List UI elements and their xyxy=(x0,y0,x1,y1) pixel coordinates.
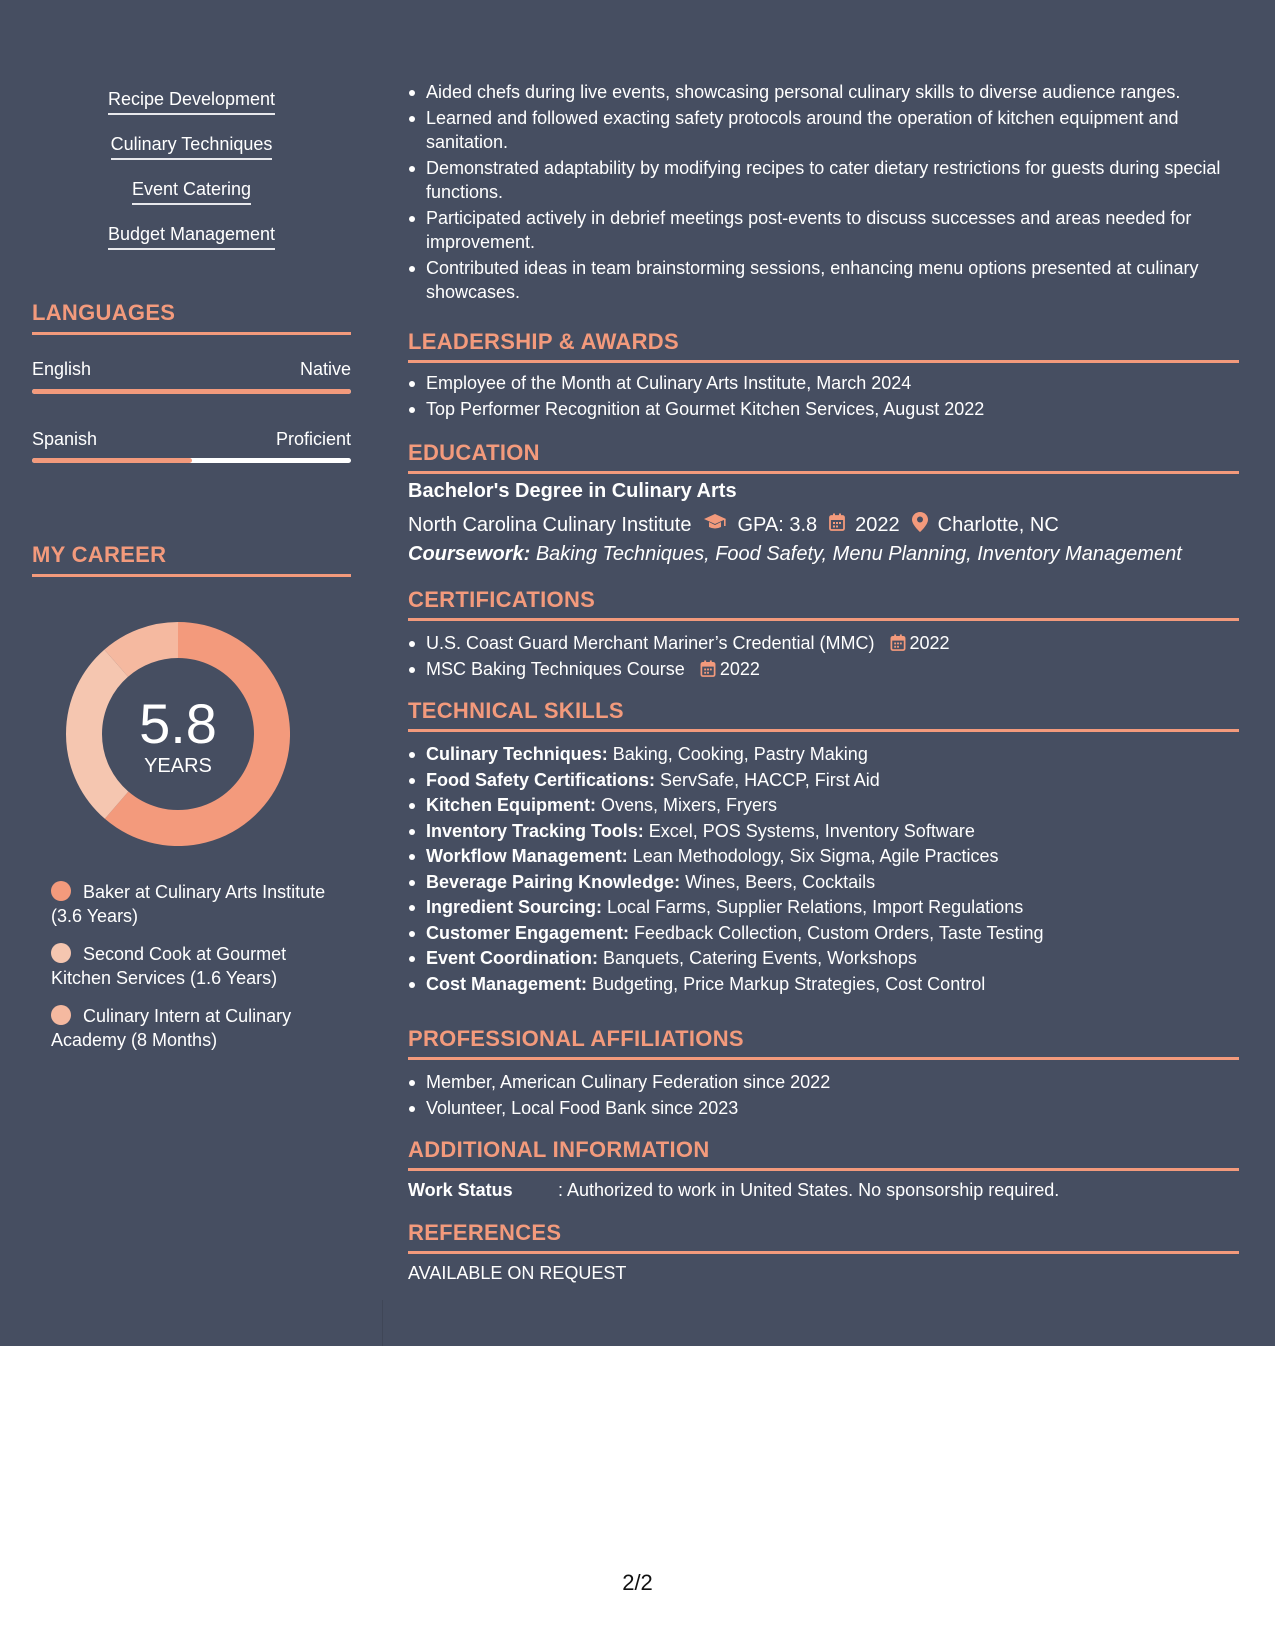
skill-value: Banquets, Catering Events, Workshops xyxy=(598,948,917,968)
coursework-label: Coursework: xyxy=(408,543,531,565)
skill-item xyxy=(408,921,1239,946)
career-legend-text: Second Cook at Gourmet Kitchen Services (1.6 Years) xyxy=(51,944,287,988)
location-pin-icon xyxy=(912,512,928,538)
coursework-value: Baking Techniques, Food Safety, Menu Planning, Inventory Management xyxy=(535,543,1182,565)
work-status-value: : Authorized to work in United States. No sponsorship required. xyxy=(558,1180,1060,1200)
donut-center xyxy=(66,622,290,846)
skill-value: Wines, Beers, Cocktails xyxy=(680,871,876,892)
certification-year: 2022 xyxy=(909,633,950,653)
skill-value: ServSafe, HACCP, First Aid xyxy=(655,769,880,790)
skill-item xyxy=(408,895,1239,920)
strength-item xyxy=(32,176,351,221)
experience-bullet: Participated actively in debrief meetings post-events to discuss successes and areas needed for improvement. xyxy=(408,206,1239,255)
skill-value: Feedback Collection, Custom Orders, Taste Testing xyxy=(629,922,1044,943)
language-row-english xyxy=(32,359,351,380)
certification-item xyxy=(408,657,1239,682)
skill-value: Local Farms, Supplier Relations, Import Regulations xyxy=(602,897,1024,917)
skill-label: Inventory Tracking Tools: xyxy=(426,820,644,841)
legend-dot xyxy=(51,1005,71,1025)
technical-skills-heading: TECHNICAL SKILLS xyxy=(408,698,1239,732)
certification-item xyxy=(408,631,1239,656)
page-number: 2/2 xyxy=(622,1570,653,1595)
skill-label: Customer Engagement: xyxy=(426,922,630,943)
education-degree: Bachelor's Degree in Culinary Arts xyxy=(408,480,737,502)
skill-item xyxy=(408,793,1239,818)
career-legend-text: Baker at Culinary Arts Institute (3.6 Years) xyxy=(51,882,326,926)
legend-dot xyxy=(51,943,71,963)
language-level: Native xyxy=(299,359,351,379)
leadership-heading: LEADERSHIP & AWARDS xyxy=(408,329,1239,363)
education-school: North Carolina Culinary Institute xyxy=(408,513,692,536)
additional-info-heading: ADDITIONAL INFORMATION xyxy=(408,1137,1239,1171)
award-item: Top Performer Recognition at Gourmet Kitchen Services, August 2022 xyxy=(408,397,1239,422)
experience-bullet: Contributed ideas in team brainstorming sessions, enhancing menu options presented at culinary showcases. xyxy=(408,256,1239,305)
language-row-spanish xyxy=(32,429,351,450)
references-heading: REFERENCES xyxy=(408,1220,1239,1254)
strengths-list xyxy=(32,86,351,266)
education-coursework xyxy=(408,543,1182,566)
education-location: Charlotte, NC xyxy=(937,513,1059,536)
skill-label: Food Safety Certifications: xyxy=(426,769,656,790)
work-status-label: Work Status xyxy=(408,1180,513,1200)
language-bar-fill xyxy=(32,458,192,463)
skill-label: Cost Management: xyxy=(426,973,588,994)
education-year: 2022 xyxy=(855,513,900,536)
skill-item xyxy=(408,972,1239,997)
experience-bullets xyxy=(408,80,1239,306)
certifications-heading: CERTIFICATIONS xyxy=(408,587,1239,621)
experience-bullet: Aided chefs during live events, showcasing personal culinary skills to diverse audience ranges. xyxy=(408,80,1239,105)
skill-item xyxy=(408,768,1239,793)
education-heading: EDUCATION xyxy=(408,440,1239,474)
career-legend xyxy=(51,880,341,1066)
skill-item xyxy=(408,946,1239,971)
strength-label: Event Catering xyxy=(132,176,251,205)
skill-label: Workflow Management: xyxy=(426,846,628,866)
career-legend-item xyxy=(51,880,341,928)
skill-item xyxy=(408,819,1239,844)
experience-bullet: Demonstrated adaptability by modifying recipes to cater dietary restrictions for guests during special functions. xyxy=(408,156,1239,205)
certification-name: MSC Baking Techniques Course xyxy=(426,658,685,679)
certification-year: 2022 xyxy=(719,658,760,679)
language-bar-fill xyxy=(32,389,351,394)
career-legend-text: Culinary Intern at Culinary Academy (8 Months) xyxy=(51,1006,292,1050)
languages-heading: LANGUAGES xyxy=(32,300,351,335)
graduation-cap-icon xyxy=(703,513,727,537)
career-donut-chart xyxy=(66,622,290,846)
skill-label: Beverage Pairing Knowledge: xyxy=(426,871,681,892)
language-level: Proficient xyxy=(275,429,351,449)
strength-item xyxy=(32,86,351,131)
strength-label: Culinary Techniques xyxy=(111,131,273,160)
strength-item xyxy=(32,131,351,176)
skill-label: Event Coordination: xyxy=(426,948,598,968)
calendar-icon xyxy=(829,513,845,537)
affiliations-list xyxy=(408,1070,1239,1121)
skill-value: Excel, POS Systems, Inventory Software xyxy=(643,820,975,841)
language-bar-spanish xyxy=(32,458,351,463)
language-name: Spanish xyxy=(32,429,98,449)
education-gpa: GPA: 3.8 xyxy=(737,513,818,536)
calendar-icon xyxy=(700,659,716,676)
legend-dot xyxy=(51,881,71,901)
skill-label: Kitchen Equipment: xyxy=(426,795,596,815)
calendar-icon xyxy=(890,633,906,650)
certifications-list xyxy=(408,631,1239,682)
skill-label: Ingredient Sourcing: xyxy=(426,897,603,917)
skill-item xyxy=(408,742,1239,767)
skill-label: Culinary Techniques: xyxy=(426,744,608,764)
career-legend-item xyxy=(51,1004,341,1052)
affiliation-item: Member, American Culinary Federation since 2022 xyxy=(408,1070,1239,1095)
skill-value: Ovens, Mixers, Fryers xyxy=(596,795,778,815)
column-divider xyxy=(382,1300,383,1346)
affiliation-item: Volunteer, Local Food Bank since 2023 xyxy=(408,1096,1239,1121)
experience-bullet: Learned and followed exacting safety protocols around the operation of kitchen equipment and sanitation. xyxy=(408,106,1239,155)
strength-label: Recipe Development xyxy=(108,86,275,115)
skill-item xyxy=(408,870,1239,895)
language-name: English xyxy=(32,359,92,379)
award-item: Employee of the Month at Culinary Arts Institute, March 2024 xyxy=(408,371,1239,396)
leadership-list xyxy=(408,371,1239,422)
strength-label: Budget Management xyxy=(108,221,275,250)
career-total-value: 5.8 xyxy=(139,692,217,755)
education-details xyxy=(408,512,1059,538)
skill-value: Lean Methodology, Six Sigma, Agile Practices xyxy=(627,846,999,866)
technical-skills-list xyxy=(408,742,1239,997)
work-status-row xyxy=(408,1180,1059,1201)
career-heading: MY CAREER xyxy=(32,542,351,577)
skill-value: Budgeting, Price Markup Strategies, Cost Control xyxy=(587,973,986,994)
strength-item xyxy=(32,221,351,266)
skill-item xyxy=(408,844,1239,869)
career-legend-item xyxy=(51,942,341,990)
career-total-label: YEARS xyxy=(144,755,212,777)
affiliations-heading: PROFESSIONAL AFFILIATIONS xyxy=(408,1026,1239,1060)
references-text: AVAILABLE ON REQUEST xyxy=(408,1263,627,1283)
language-bar-english xyxy=(32,389,351,394)
certification-name: U.S. Coast Guard Merchant Mariner’s Credential (MMC) xyxy=(426,633,875,653)
skill-value: Baking, Cooking, Pastry Making xyxy=(607,744,868,764)
